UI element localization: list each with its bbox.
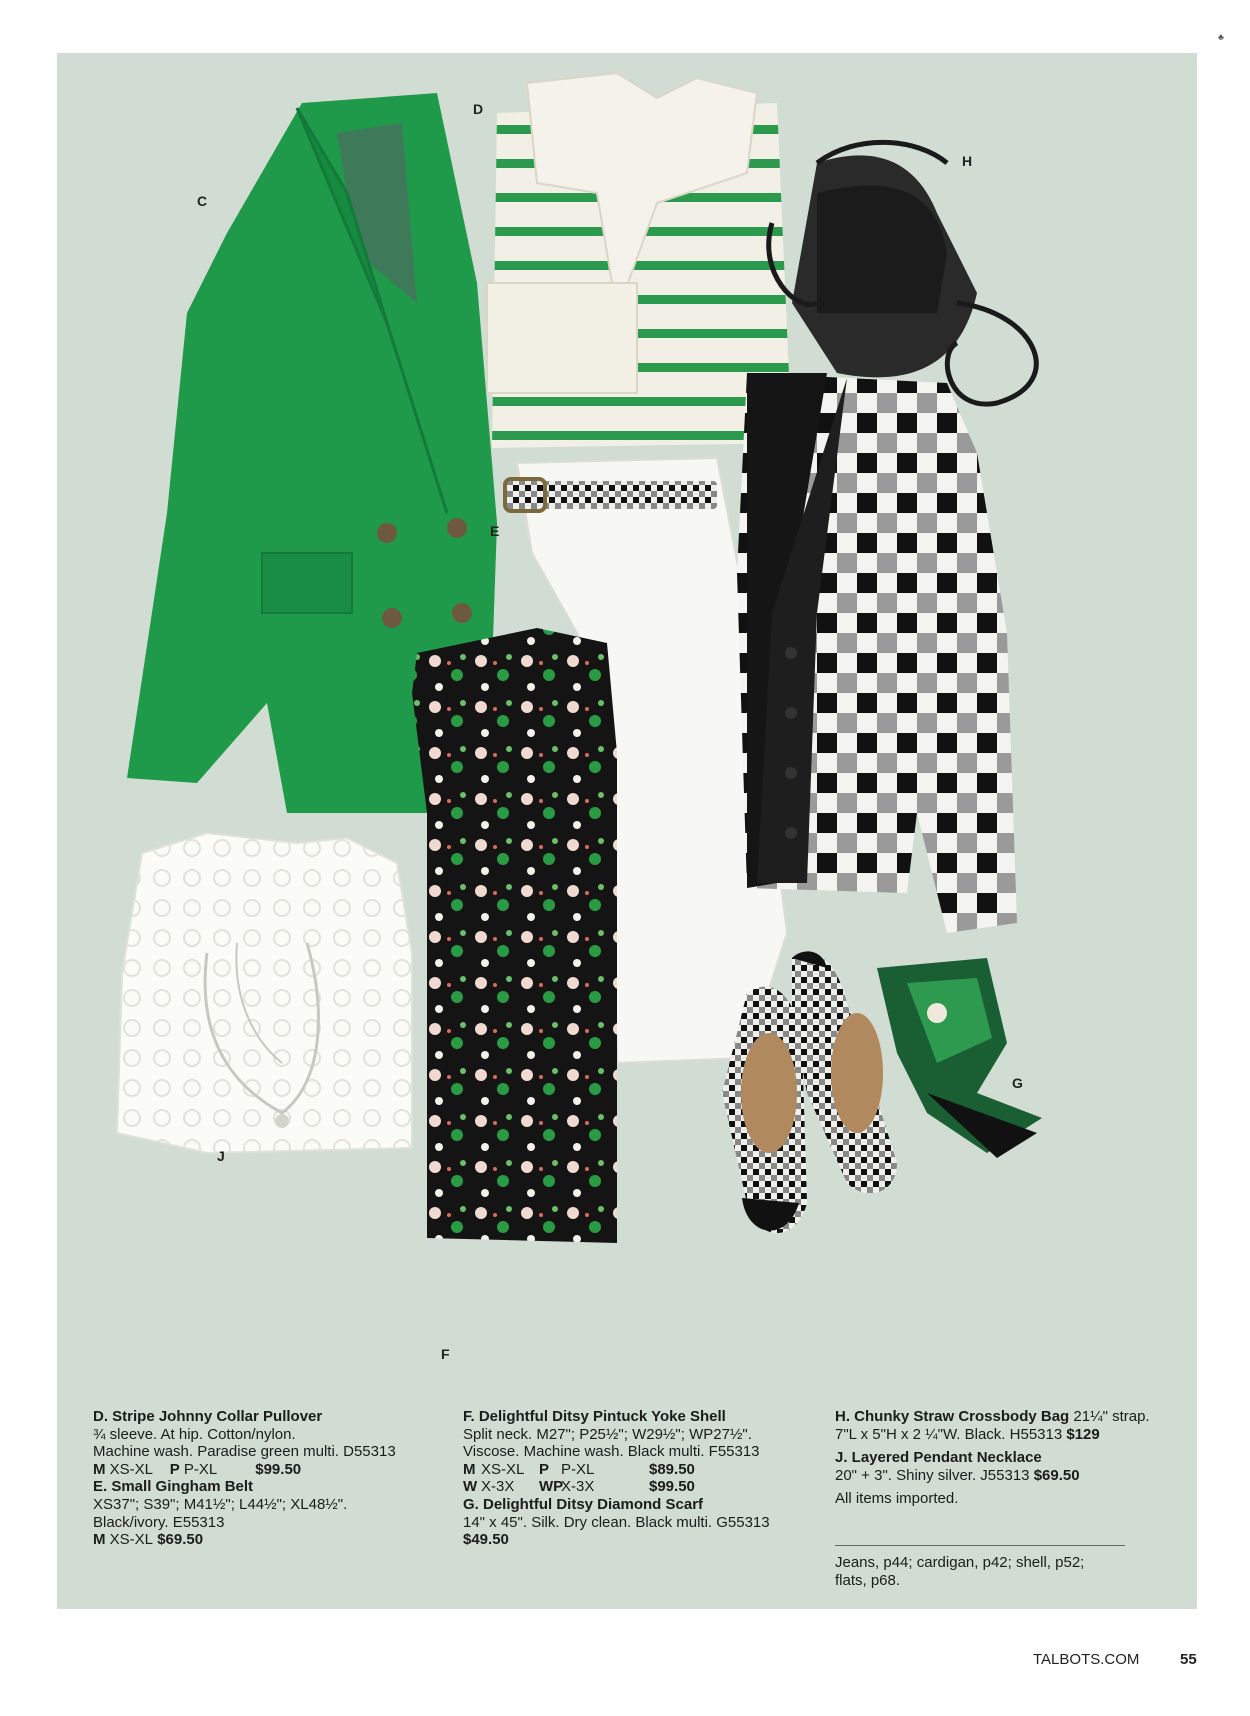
corner-mark: ♣	[1218, 32, 1224, 42]
product-f-line-2: Viscose. Machine wash. Black multi. F55313	[463, 1443, 760, 1461]
size-range: XS-XL	[481, 1460, 525, 1478]
product-g-title: G. Delightful Ditsy Diamond Scarf	[463, 1495, 704, 1513]
product-h-price: $129	[1066, 1425, 1100, 1443]
product-g-price: $49.50	[463, 1531, 509, 1549]
diamond-scarf	[877, 958, 1042, 1158]
product-photo	[57, 53, 1197, 1609]
floral-shell	[412, 628, 617, 1243]
label-e: E	[490, 523, 500, 539]
product-j-line: 20" + 3". Shiny silver. J55313	[835, 1466, 1030, 1484]
size-fit: M	[93, 1531, 106, 1549]
label-g: G	[1012, 1075, 1023, 1091]
product-h-strap: 21¼" strap.	[1073, 1408, 1150, 1425]
product-h-line: 7"L x 5"H x 2 ¼"W. Black. H55313	[835, 1425, 1063, 1443]
gingham-flats	[722, 951, 897, 1233]
size-range: XS-XL	[109, 1460, 154, 1478]
crossbody-bag	[769, 142, 1037, 404]
product-g-line-1: 14" x 45". Silk. Dry clean. Black multi. G55313	[463, 1513, 770, 1531]
product-h-title-row	[835, 1408, 1150, 1426]
size-range: X-3X	[561, 1478, 595, 1496]
product-d-line-2: Machine wash. Paradise green multi. D55313	[93, 1443, 396, 1461]
product-j-price: $69.50	[1033, 1466, 1080, 1484]
cross-ref-line-1: Jeans, p44; cardigan, p42; shell, p52;	[835, 1554, 1085, 1571]
size-fit: WP	[539, 1478, 564, 1496]
product-d-sizes	[93, 1461, 396, 1479]
product-h-copy	[835, 1408, 1150, 1508]
imported-note: All items imported.	[835, 1490, 959, 1508]
divider	[835, 1545, 1125, 1546]
product-d-copy	[93, 1408, 396, 1549]
size-fit: P	[539, 1460, 550, 1478]
product-f-copy	[463, 1408, 770, 1549]
white-lace-top	[117, 833, 412, 1153]
site-url[interactable]: TALBOTS.COM	[1033, 1651, 1140, 1668]
product-f-price: $89.50	[649, 1460, 695, 1478]
label-f: F	[441, 1346, 450, 1362]
product-e-line-1: XS37"; S39"; M41½"; L44½"; XL48½".	[93, 1495, 348, 1513]
page-number: 55	[1180, 1651, 1197, 1668]
product-f-size-row	[463, 1478, 770, 1496]
product-j-title: J. Layered Pendant Necklace	[835, 1449, 1042, 1467]
product-j-detail	[835, 1467, 1150, 1485]
product-d-line-1: ¾ sleeve. At hip. Cotton/nylon.	[93, 1425, 296, 1443]
product-h-title: H. Chunky Straw Crossbody Bag	[835, 1408, 1070, 1425]
label-c: C	[197, 193, 208, 209]
size-range: P-XL	[183, 1460, 218, 1478]
size-range: P-XL	[561, 1460, 595, 1478]
gingham-cardigan	[737, 373, 1017, 933]
cross-references	[835, 1554, 1084, 1589]
label-d: D	[473, 101, 484, 117]
product-f-price: $99.50	[649, 1478, 695, 1496]
cross-ref-line-2: flats, p68.	[835, 1571, 901, 1589]
size-range: XS-XL	[109, 1531, 154, 1549]
product-f-line-1: Split neck. M27"; P25½"; W29½"; WP27½".	[463, 1425, 752, 1443]
product-d-title: D. Stripe Johnny Collar Pullover	[93, 1408, 323, 1425]
product-e-line-2: Black/ivory. E55313	[93, 1513, 225, 1531]
product-e-price: $69.50	[157, 1531, 204, 1549]
size-fit: P	[169, 1460, 180, 1478]
size-fit: M	[93, 1460, 106, 1478]
product-f-title: F. Delightful Ditsy Pintuck Yoke Shell	[463, 1408, 726, 1425]
product-e-sizes	[93, 1531, 396, 1549]
label-h: H	[962, 153, 973, 169]
size-fit: W	[463, 1478, 478, 1496]
product-d-price: $99.50	[255, 1460, 302, 1478]
product-e-title: E. Small Gingham Belt	[93, 1478, 254, 1496]
product-f-size-row	[463, 1461, 770, 1479]
gingham-belt	[507, 481, 717, 509]
product-h-detail	[835, 1426, 1150, 1444]
size-range: X-3X	[481, 1478, 515, 1496]
flatlay-illustration	[57, 53, 1197, 1609]
label-j: J	[217, 1148, 225, 1164]
size-fit: M	[463, 1460, 476, 1478]
